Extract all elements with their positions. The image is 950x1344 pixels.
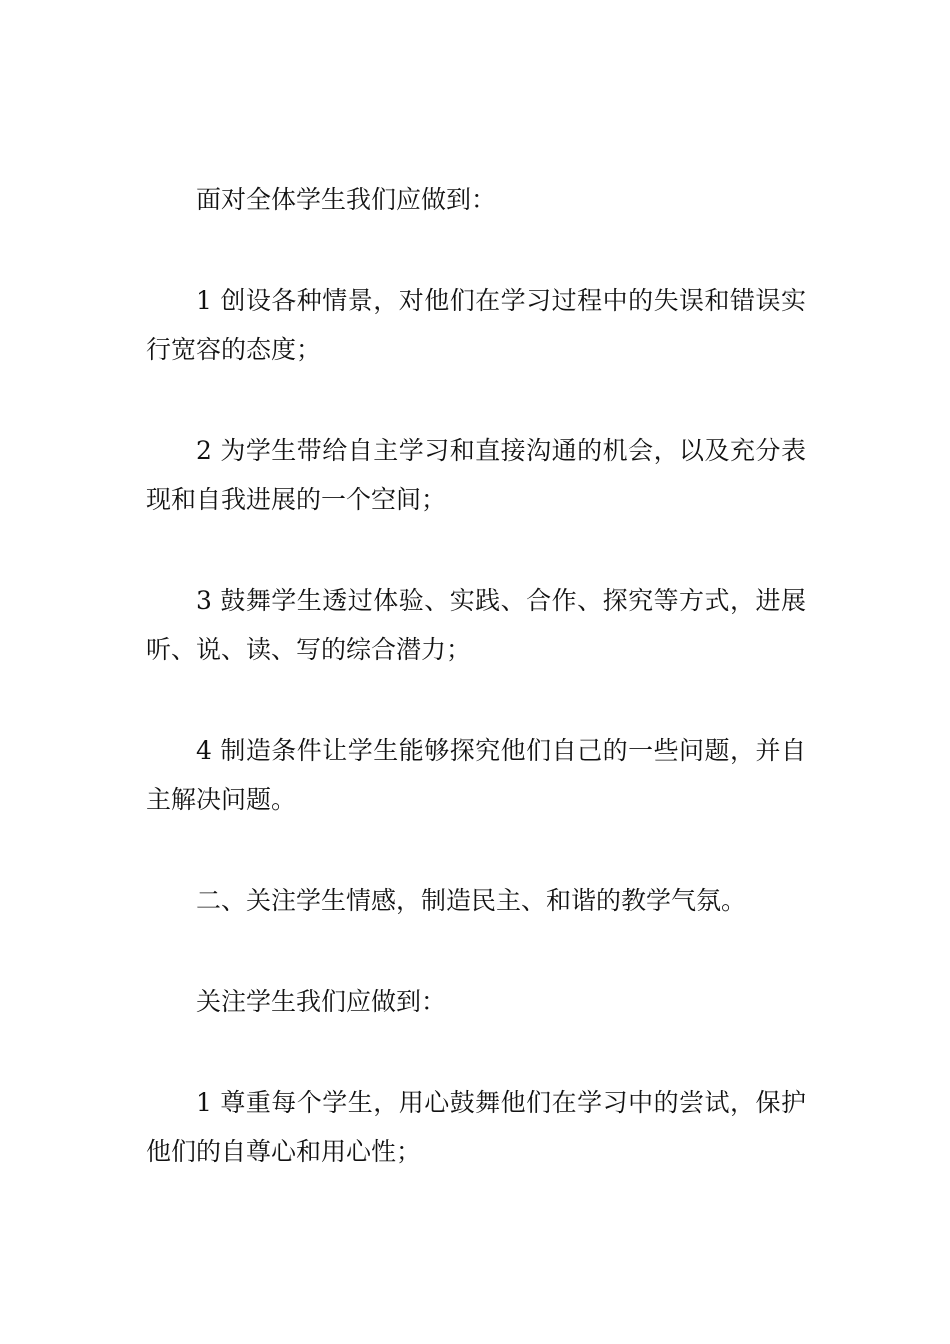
- paragraph-intro-all-students: 面对全体学生我们应做到：: [196, 185, 497, 214]
- paragraph-intro-attention: 关注学生我们应做到：: [196, 987, 447, 1016]
- paragraph-item-respect: 1 尊重每个学生，用心鼓舞他们在学习中的尝试，保护他们的自尊心和用心性；: [146, 1088, 806, 1166]
- section-heading-emotion: 二、关注学生情感，制造民主、和谐的教学气氛。: [196, 886, 747, 915]
- document-body: [146, 175, 806, 1228]
- paragraph-item-1: 1 创设各种情景，对他们在学习过程中的失误和错误实行宽容的态度；: [146, 286, 806, 364]
- paragraph-item-3: 3 鼓舞学生透过体验、实践、合作、探究等方式，进展听、说、读、写的综合潜力；: [146, 586, 806, 664]
- paragraph-item-4: 4 制造条件让学生能够探究他们自己的一些问题，并自主解决问题。: [146, 736, 806, 814]
- paragraph-item-2: 2 为学生带给自主学习和直接沟通的机会，以及充分表现和自我进展的一个空间；: [146, 436, 806, 514]
